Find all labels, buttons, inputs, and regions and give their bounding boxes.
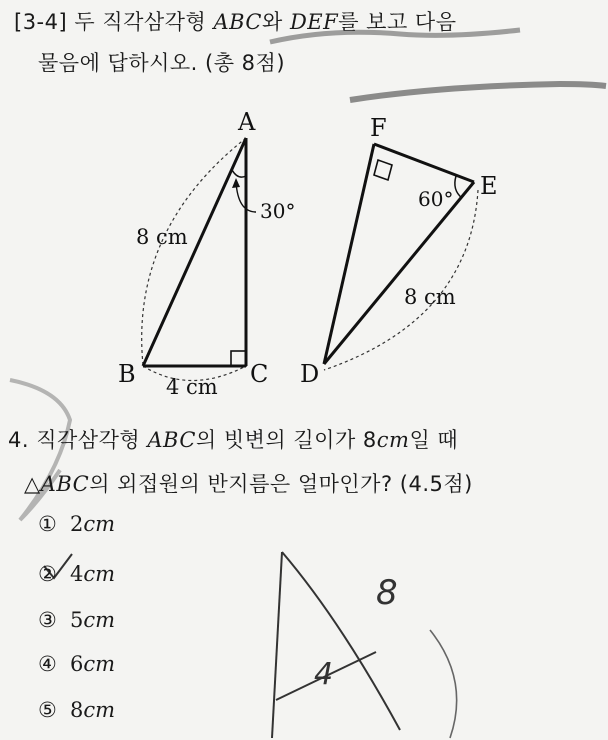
label-c: C [250,360,269,388]
choice-number: ⑤ [38,698,57,722]
choice-3[interactable]: ③ 5cm [38,608,116,632]
triangle-def-label: DEF [289,10,339,34]
arc-dashed-de [324,190,478,370]
triangle-def [324,144,478,370]
right-angle-f [374,160,392,180]
triangle-abc-label: ABC [213,10,262,34]
choice-number: ④ [38,652,57,676]
question-4-line2 [24,468,473,498]
handwritten-4: 4 [314,657,334,692]
q-unit: cm [376,428,410,452]
sketch-arc [430,630,457,738]
side-fd [324,144,374,364]
q2-triangle: ABC [40,472,90,496]
problem-header-line2: 물음에 답하시오. (총 8점) [38,51,286,75]
choice-number: ① [38,512,57,536]
angle-arc-a [232,170,246,177]
handwritten-8: 8 [376,573,398,613]
label-b: B [118,360,136,388]
pen-scribble-2 [350,84,606,100]
triangle-abc [142,138,256,381]
triangle-symbol: △ [24,472,41,496]
choice-1[interactable]: ① 2cm [38,512,116,536]
header-suffix: 를 보고 다음 [338,10,457,34]
label-e: E [480,172,498,200]
side-ab [143,138,246,366]
choice-4[interactable]: ④ 6cm [38,652,116,676]
length-bc-label: 4 cm [166,375,218,399]
right-angle-c [231,351,246,366]
choice-2[interactable]: ② 4cm [38,562,116,586]
q-triangle: ABC [147,428,196,452]
q2-rest: 의 외접원의 반지름은 얼마인가? (4.5점) [89,472,473,496]
choice-number: ② [38,562,57,586]
label-d: D [300,360,320,388]
header-mid: 와 [262,10,290,34]
sketch-side-1 [272,552,282,738]
choice-number: ③ [38,608,57,632]
arrow-head [232,178,240,188]
label-f: F [370,114,387,142]
q-suffix: 일 때 [409,428,459,452]
angle-a-label: 30° [260,199,296,223]
pen-scribble [270,30,520,42]
q-prefix: 4. 직각삼각형 [8,428,148,452]
angle-e-label: 60° [418,187,454,211]
header-prefix: [3-4] 두 직각삼각형 [14,10,214,34]
question-4-line1 [8,424,458,454]
angle-arc-e [455,176,462,198]
choice-5[interactable]: ⑤ 8cm [38,698,116,722]
length-de-label: 8 cm [404,285,456,309]
length-ab-label: 8 cm [136,225,188,249]
label-a: A [238,108,256,136]
q-mid: 의 빗변의 길이가 8 [195,428,377,452]
